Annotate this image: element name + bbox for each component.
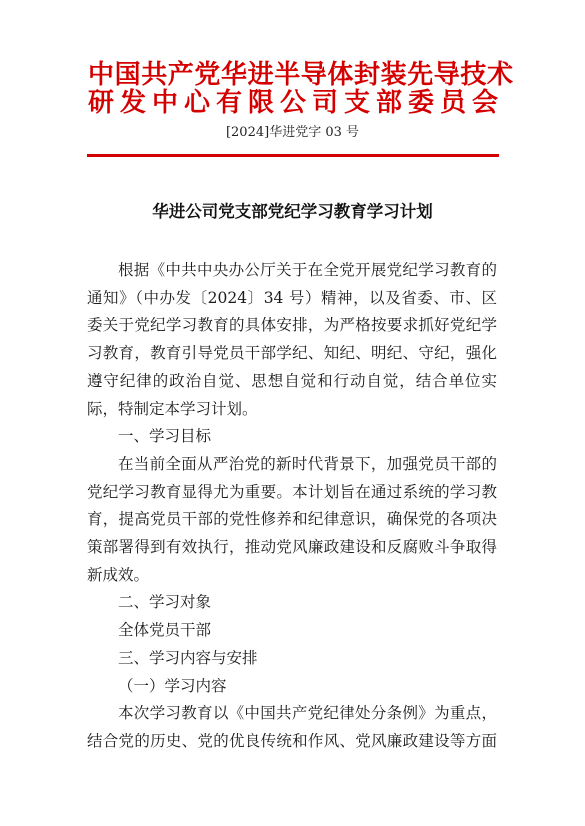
body-paragraph-intro: 根据《中共中央办公厅关于在全党开展党纪学习教育的通知》（中办发〔2024〕34 号）精神，以及省委、市、区委关于党纪学习教育的具体安排，为严格按要求抓好党纪学习教育，教育引导党员干部学纪、知纪、明纪、守纪，强化遵守纪律的政治自觉、思想自觉和行动自觉，结合单位实际，特制定本学习计划。 bbox=[87, 261, 497, 418]
body-paragraph-audience: 全体党员干部 bbox=[118, 621, 212, 640]
section-heading-objectives: 一、学习目标 bbox=[118, 427, 212, 446]
document-title: 华进公司党支部党纪学习教育学习计划 bbox=[152, 202, 433, 221]
section-heading-content: 三、学习内容与安排 bbox=[118, 648, 258, 667]
section-heading-audience: 二、学习对象 bbox=[118, 593, 212, 612]
issuing-organization-line-1: 中国共产党华进半导体封装先导技术 bbox=[88, 60, 514, 90]
red-header-rule bbox=[87, 154, 499, 157]
subsection-heading-content: （一）学习内容 bbox=[118, 676, 227, 695]
body-paragraph-objectives: 在当前全面从严治党的新时代背景下，加强党员干部的党纪学习教育显得尤为重要。本计划旨在通过系统的学习教育，提高党员干部的党性修养和纪律意识，确保党的各项决策部署得到有效执行，推动党风廉政建设和反腐败斗争取得新成效。 bbox=[87, 454, 497, 584]
document-body bbox=[87, 257, 497, 756]
body-paragraph-content: 本次学习教育以《中国共产党纪律处分条例》为重点，结合党的历史、党的优良传统和作风、党风廉政建设等方面 bbox=[87, 704, 497, 750]
issuing-organization-line-2: 研发中心有限公司支部委员会 bbox=[88, 88, 498, 118]
document-number: [2024]华进党字 03 号 bbox=[225, 125, 360, 140]
